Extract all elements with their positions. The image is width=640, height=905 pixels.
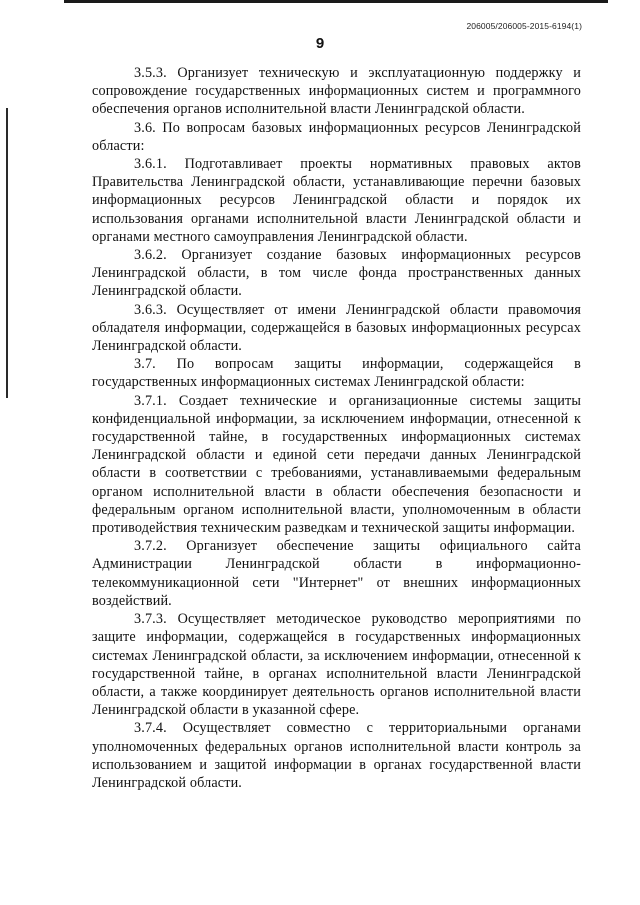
- paragraph-3-6: 3.6. По вопросам базовых информационных ресурсов Ленинградской области:: [92, 119, 581, 154]
- paragraph-3-7-1: 3.7.1. Создает технические и организационные системы защиты конфиденциальной информации, за исключением информации, отнесенной к государственной тайне, в государственных информационных системах Ленинградской области и единой сети передачи данных Ленинградской области в соответствии с требованиями, устанавливаемыми федеральным органом исполнительной власти в области обеспечения безопасности и федеральным органом исполнительной власти, уполномоченным в области противодействия техническим разведкам и технической защиты информации.: [92, 392, 581, 537]
- paragraph-3-6-3: 3.6.3. Осуществляет от имени Ленинградской области правомочия обладателя информации, содержащейся в базовых информационных ресурсах Ленинградской области.: [92, 301, 581, 355]
- scan-margin-mark: [6, 108, 8, 398]
- paragraph-3-7: 3.7. По вопросам защиты информации, содержащейся в государственных информационных системах Ленинградской области:: [92, 356, 581, 391]
- top-border-line: [64, 0, 608, 3]
- paragraph-3-5-3: 3.5.3. Организует техническую и эксплуатационную поддержку и сопровождение государственных информационных систем и программного обеспечения органов исполнительной власти Ленинградской области.: [92, 65, 581, 118]
- paragraph-3-6-2: 3.6.2. Организует создание базовых информационных ресурсов Ленинградской области, в том числе фонда пространственных данных Ленинградской области.: [92, 247, 581, 300]
- paragraph-3-7-4: 3.7.4. Осуществляет совместно с территориальными органами уполномоченных федеральных органов исполнительной власти контроль за использованием и защитой информации в органах государственной власти Ленинградской области.: [92, 720, 581, 791]
- document-code: 206005/206005-2015-6194(1): [466, 21, 582, 31]
- paragraph-3-7-2: 3.7.2. Организует обеспечение защиты официального сайта Администрации Ленинградской области в информационно-телекоммуникационной сети "Интернет" от внешних информационных воздействий.: [92, 538, 581, 609]
- document-body: [92, 64, 581, 792]
- paragraph-3-6-1: 3.6.1. Подготавливает проекты нормативных правовых актов Правительства Ленинградской области, устанавливающие перечни базовых информационных ресурсов Ленинградской области и порядок их использования органами исполнительной власти Ленинградской области и органами местного самоуправления Ленинградской области.: [92, 156, 581, 245]
- paragraph-3-7-3: 3.7.3. Осуществляет методическое руководство мероприятиями по защите информации, содержащейся в государственных информационных системах Ленинградской области, за исключением информации, отнесенной к государственной тайне, в органах исполнительной власти Ленинградской области, а также координирует деятельность органов исполнительной власти Ленинградской области в указанной сфере.: [92, 611, 581, 719]
- page-number: 9: [315, 35, 325, 52]
